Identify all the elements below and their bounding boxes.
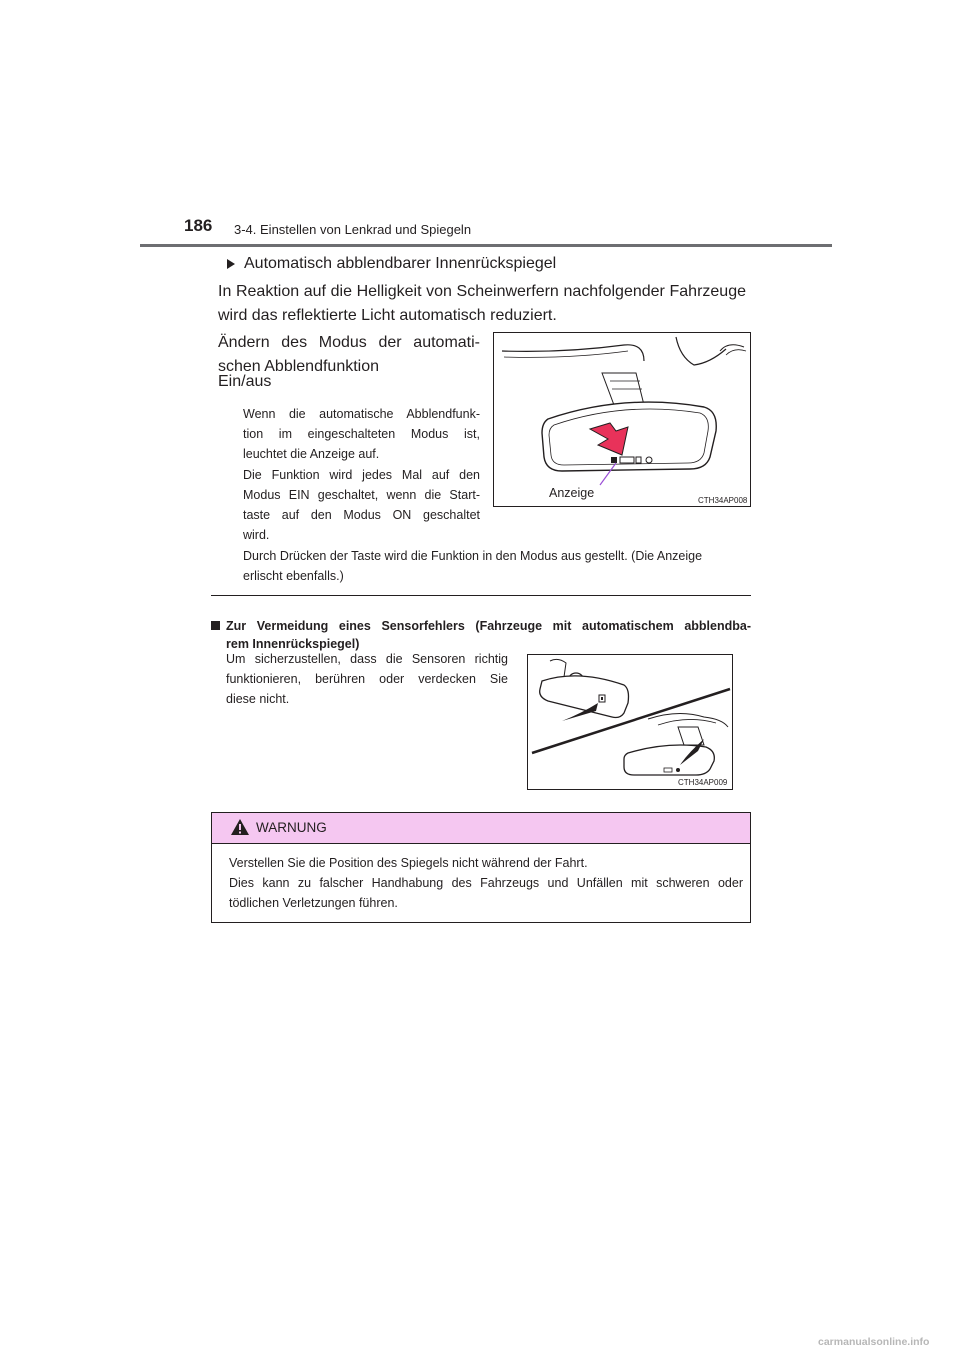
note-body-line: funktionieren, berühren oder verdecken Sie bbox=[226, 672, 508, 686]
intro-line: In Reaktion auf die Helligkeit von Scheinwerfern nachfolgender Fahrzeuge bbox=[218, 283, 746, 300]
warning-box bbox=[211, 812, 751, 923]
section-title: 3-4. Einstellen von Lenkrad und Spiegeln bbox=[234, 222, 472, 237]
paragraph-line: tion im eingeschalteten Modus ist, bbox=[243, 427, 480, 441]
warning-line: Verstellen Sie die Position des Spiegels nicht während der Fahrt. bbox=[229, 856, 588, 870]
intro-paragraph bbox=[218, 280, 746, 328]
paragraph-line: Wenn die automatische Abblendfunk- bbox=[243, 407, 480, 421]
note-body bbox=[226, 649, 508, 709]
warning-title: WARNUNG bbox=[256, 820, 327, 835]
sensor-location-figure bbox=[527, 654, 733, 790]
section-divider bbox=[211, 595, 751, 596]
note-heading bbox=[211, 617, 751, 653]
indicator-callout-label: Anzeige bbox=[549, 486, 595, 500]
paragraph-line: Durch Drücken der Taste wird die Funktion in den Modus aus gestellt. (Die Anzeige bbox=[243, 549, 703, 563]
page-number: 186 bbox=[184, 216, 213, 235]
paragraph-line: leuchtet die Anzeige auf. bbox=[243, 447, 380, 461]
note-heading-line: rem Innenrückspiegel) bbox=[226, 637, 360, 651]
warning-line: tödlichen Verletzungen führen. bbox=[229, 896, 398, 910]
subsection-heading-text: Automatisch abblendbarer Innenrückspiegel bbox=[244, 255, 557, 272]
warning-body bbox=[229, 853, 743, 913]
note-body-line: diese nicht. bbox=[226, 692, 290, 706]
sensor-illustration bbox=[528, 655, 732, 789]
mode-heading-line: schen Abblendfunktion bbox=[218, 358, 380, 375]
mode-subheading: Ein/aus bbox=[218, 373, 272, 390]
paragraph-line: wird. bbox=[243, 528, 270, 542]
figure-code: CTH34AP009 bbox=[678, 778, 728, 787]
figure-code: CTH34AP008 bbox=[698, 496, 748, 505]
note-heading-line bbox=[211, 617, 751, 635]
note-body-line: Um sicherzustellen, dass die Sensoren richtig bbox=[226, 652, 508, 666]
paragraph-line: Modus EIN geschaltet, wenn die Start- bbox=[243, 488, 480, 502]
warning-triangle-icon bbox=[230, 818, 250, 836]
header-rule bbox=[140, 244, 832, 247]
paragraph-line: erlischt ebenfalls.) bbox=[243, 569, 344, 583]
indicator-paragraph bbox=[243, 404, 480, 464]
square-bullet-icon bbox=[211, 621, 220, 630]
mirror-indicator-figure bbox=[493, 332, 751, 507]
paragraph-line: Die Funktion wird jedes Mal auf den bbox=[243, 468, 480, 482]
mode-heading-line: Ändern des Modus der automati- bbox=[218, 334, 480, 351]
warning-header bbox=[212, 813, 750, 844]
paragraph-line: taste auf den Modus ON geschaltet bbox=[243, 508, 480, 522]
power-on-paragraph bbox=[243, 465, 480, 545]
button-paragraph bbox=[243, 546, 753, 586]
watermark: carmanualsonline.info bbox=[818, 1336, 930, 1348]
warning-line: Dies kann zu falscher Handhabung des Fahrzeugs und Unfällen mit schweren oder bbox=[229, 876, 743, 890]
triangle-bullet-icon bbox=[227, 259, 235, 269]
note-heading-text: Zur Vermeidung eines Sensorfehlers (Fahrzeuge mit automatischem abblendba- bbox=[226, 619, 751, 633]
mirror-illustration bbox=[494, 333, 750, 506]
intro-line: wird das reflektierte Licht automatisch reduziert. bbox=[218, 307, 557, 324]
subsection-heading bbox=[227, 255, 556, 273]
mode-heading bbox=[218, 331, 480, 379]
